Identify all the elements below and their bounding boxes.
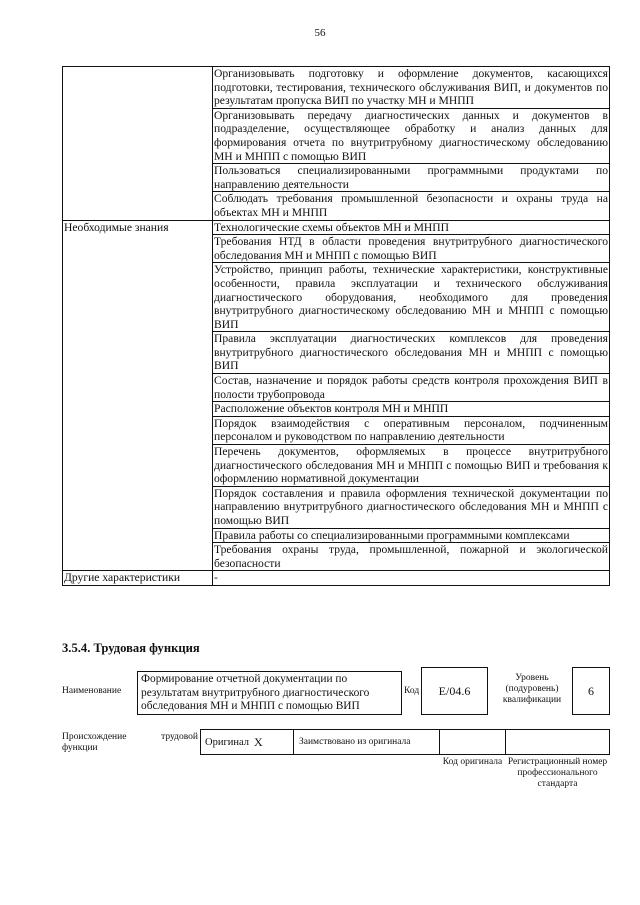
- origin-label-word-1: Происхождение: [62, 732, 127, 742]
- original-cell: [200, 729, 294, 755]
- row-text: Состав, назначение и порядок работы средств контроля прохождения ВИП в полости трубопровода: [214, 374, 608, 401]
- original-label: Оригинал: [205, 736, 249, 748]
- row-text: Соблюдать требования промышленной безопасности и охраны труда на объектах МН и МНПП: [214, 192, 608, 219]
- row-text: Требования НТД в области проведения внутритрубного диагностического обследования МН и МНПП с помощью ВИП: [214, 235, 608, 262]
- table-row: [63, 67, 610, 109]
- row-text: Организовывать передачу диагностических данных и документов в подразделение, осуществляющее обработку и анализ данных для формирования отчета по внутритрубному диагностическому обследованию МН и МНПП с помощью ВИП: [214, 108, 608, 163]
- original-code-cell: [439, 729, 506, 755]
- origin-label-word-3: функции: [62, 743, 98, 753]
- page-number: 56: [314, 27, 326, 39]
- row-text: Порядок взаимодействия с оперативным персоналом, подчиненным персоналом и руководством по направлению деятельности: [214, 416, 608, 444]
- row-text: Требования охраны труда, промышленной, пожарной и экологической безопасности: [214, 543, 608, 570]
- row-label: Необходимые знания: [63, 220, 213, 571]
- table-row: [63, 220, 610, 235]
- code-label: Код: [404, 686, 420, 696]
- row-text: Порядок составления и правила оформления технической документации по направлению внутритрубного диагностического обследования МН и МНПП с помощью ВИП: [214, 486, 608, 527]
- row-text: Организовывать подготовку и оформление документов, касающихся подготовки, тестирования, технического обслуживания ВИП, и документов по результатам пропуска ВИП по участку МН и МНПП: [214, 67, 608, 108]
- section-heading: 3.5.4. Трудовая функция: [62, 641, 200, 655]
- row-text: Пользоваться специализированными программными продуктами по направлению деятельности: [214, 164, 608, 191]
- function-name-field: Формирование отчетной документации по результатам внутритрубного диагностического обследования МН и МНПП с помощью ВИП: [137, 671, 402, 715]
- original-code-caption: Код оригинала: [442, 757, 503, 767]
- qualification-level-label: Уровень (подуровень) квалификации: [502, 673, 562, 705]
- row-text: Правила эксплуатации диагностических комплексов для проведения внутритрубного диагностического обследования МН и МНПП с помощью ВИП: [214, 332, 608, 373]
- registration-number-caption: Регистрационный номер профессионального стандарта: [507, 757, 608, 789]
- registration-number-cell: [505, 729, 610, 755]
- row-text: Технологические схемы объектов МН и МНПП: [213, 220, 610, 235]
- qualification-level-field: 6: [572, 667, 610, 715]
- original-mark: X: [254, 734, 263, 749]
- borrowed-cell: Заимствовано из оригинала: [293, 729, 440, 755]
- name-label: Наименование: [62, 686, 122, 696]
- origin-label-word-2: трудовой: [161, 732, 198, 742]
- code-field: E/04.6: [421, 667, 488, 715]
- knowledge-table: [62, 66, 610, 586]
- row-label: Другие характеристики: [63, 571, 213, 586]
- row-text: -: [213, 571, 610, 586]
- row-label: [63, 67, 213, 221]
- row-text: Устройство, принцип работы, технические характеристики, конструктивные особенности, правила эксплуатации и технического обслуживания диагностического оборудования, необходимого для проведения внутритрубного диагностическому обследованию МН и МНПП с помощью ВИП: [214, 263, 608, 331]
- row-text: Правила работы со специализированными программными комплексами: [213, 528, 610, 543]
- row-text: Расположение объектов контроля МН и МНПП: [213, 402, 610, 417]
- row-text: Перечень документов, оформляемых в процессе внутритрубного диагностического обследования МН и МНПП с помощью ВИП и требования к оформлению нормативной документации: [214, 445, 608, 486]
- table-row: [63, 571, 610, 586]
